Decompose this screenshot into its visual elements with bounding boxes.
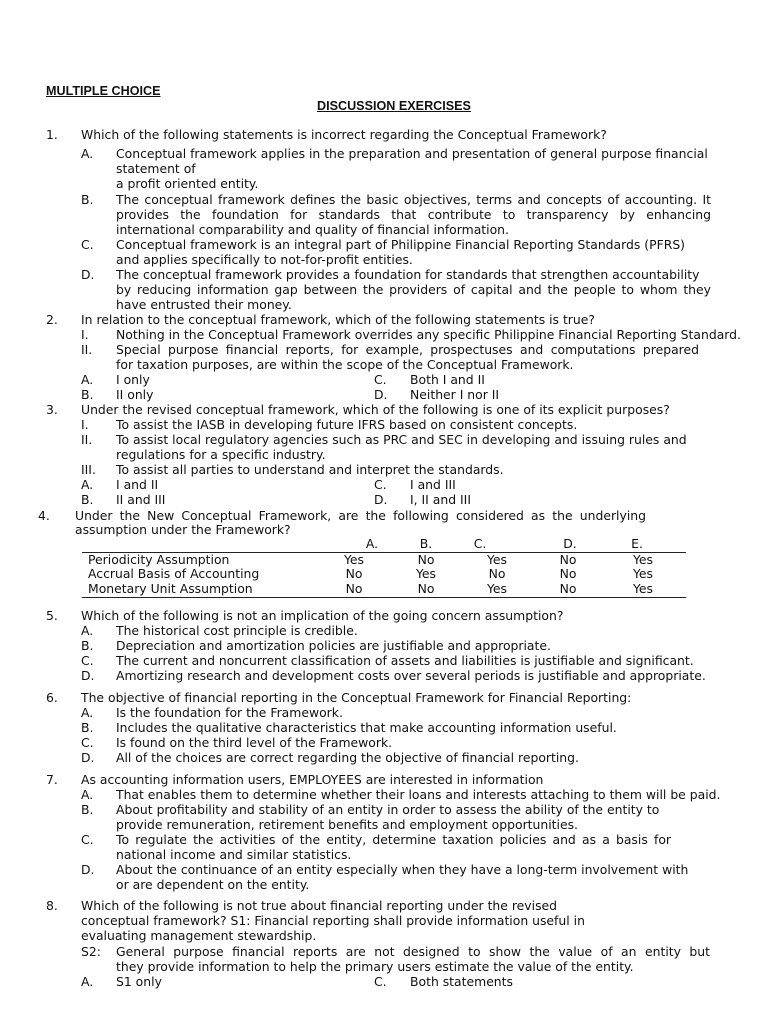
choice-letter: A.	[81, 477, 94, 492]
choice-text: national income and similar statistics.	[116, 847, 352, 862]
statement-number: I.	[81, 417, 89, 432]
choice-text: I and III	[410, 477, 456, 492]
table-cell: Yes	[486, 552, 507, 567]
table-cell: No	[559, 552, 577, 567]
choice-text: Is the foundation for the Framework.	[116, 705, 343, 720]
question-text: assumption under the Framework?	[75, 522, 291, 537]
choice-letter: C.	[81, 735, 94, 750]
choice-text: Both statements	[410, 974, 513, 989]
statement-number: I.	[81, 327, 89, 342]
choice-letter: A.	[81, 623, 94, 638]
statement-text: General purpose financial reports are not designed to show the value of an entity but	[116, 944, 710, 959]
question-number: 8.	[46, 898, 58, 913]
choice-text: Conceptual framework is an integral part of Philippine Financial Reporting Standards (PFRS)	[116, 237, 686, 252]
table-cell: Yes	[343, 552, 364, 567]
table-header-row	[82, 537, 686, 552]
choice-text: a profit oriented entity.	[116, 176, 259, 191]
question-number: 1.	[46, 127, 58, 142]
table-cell: No	[559, 581, 577, 596]
choice-letter: D.	[81, 862, 95, 877]
statement-number: III.	[81, 462, 96, 477]
table-cell: No	[559, 566, 577, 581]
column-header: B.	[408, 537, 444, 552]
question-text: Which of the following is not an implication of the going concern assumption?	[81, 608, 564, 623]
choice-text: II only	[116, 387, 154, 402]
statement-text: Special purpose financial reports, for example, prospectuses and computations prepared	[116, 342, 699, 357]
choice-letter: A.	[81, 705, 94, 720]
choice-letter: A.	[81, 787, 94, 802]
column-header: E.	[588, 537, 686, 552]
question-number: 5.	[46, 608, 58, 623]
choice-text: Neither I nor II	[410, 387, 500, 402]
choice-text: II and III	[116, 492, 166, 507]
choice-text: All of the choices are correct regarding the objective of financial reporting.	[116, 750, 579, 765]
choice-text: provides the foundation for standards that contribute to transparency by enhancing	[116, 207, 711, 222]
choice-text: Includes the qualitative characteristics that make accounting information useful.	[116, 720, 617, 735]
question-text: Which of the following is not true about financial reporting under the revised	[81, 898, 558, 913]
statement-number: II.	[81, 342, 93, 357]
table-cell: No	[417, 552, 435, 567]
choice-letter: A.	[81, 974, 94, 989]
choice-text: S1 only	[116, 974, 162, 989]
choice-text: provide remuneration, retirement benefits and employment opportunities.	[116, 817, 578, 832]
choice-text: Is found on the third level of the Framework.	[116, 735, 393, 750]
table-cell: No	[417, 581, 435, 596]
table-cell: No	[345, 566, 363, 581]
statement-text: To assist local regulatory agencies such as PRC and SEC in developing and issuing rules and	[116, 432, 687, 447]
question-text: evaluating management stewardship.	[81, 928, 317, 943]
question-text: As accounting information users, EMPLOYEES are interested in information	[81, 772, 544, 787]
table-cell: Yes	[632, 566, 653, 581]
choice-text: Both I and II	[410, 372, 485, 387]
table-cell: Yes	[415, 566, 436, 581]
choice-letter: D.	[81, 267, 95, 282]
choice-text: and applies specifically to not-for-profit entities.	[116, 252, 413, 267]
choice-letter: C.	[374, 477, 387, 492]
statement-text: for taxation purposes, are within the scope of the Conceptual Framework.	[116, 357, 574, 372]
question-text: conceptual framework? S1: Financial reporting shall provide information useful in	[81, 913, 585, 928]
question-text: In relation to the conceptual framework, which of the following statements is true?	[81, 312, 595, 327]
choice-text: That enables them to determine whether their loans and interests attaching to them will be paid.	[116, 787, 721, 802]
choice-letter: C.	[81, 832, 94, 847]
choice-letter: C.	[374, 372, 387, 387]
question-number: 2.	[46, 312, 58, 327]
choice-text: I only	[116, 372, 150, 387]
statement-text: Nothing in the Conceptual Framework overrides any specific Philippine Financial Reporting Standard.	[116, 327, 741, 342]
row-label: Periodicity Assumption	[88, 552, 230, 567]
choice-text: About the continuance of an entity especially when they have a long-term involvement with	[116, 862, 689, 877]
question-text: Which of the following statements is incorrect regarding the Conceptual Framework?	[81, 127, 607, 142]
choice-letter: A.	[81, 146, 94, 161]
choice-text: The conceptual framework defines the basic objectives, terms and concepts of accounting. It	[116, 192, 711, 207]
section-heading: MULTIPLE CHOICE	[46, 84, 161, 98]
question-text: Under the New Conceptual Framework, are the following considered as the underlying	[75, 508, 646, 523]
choice-letter: C.	[374, 974, 387, 989]
choice-text: Amortizing research and development costs over several periods is justifiable and appropriate.	[116, 668, 706, 683]
choice-text: The historical cost principle is credible.	[116, 623, 358, 638]
choice-text: international comparability and quality of financial information.	[116, 222, 509, 237]
column-header: D.	[552, 537, 588, 552]
choice-letter: B.	[81, 720, 94, 735]
choice-letter: D.	[374, 492, 388, 507]
choice-letter: C.	[81, 653, 94, 668]
table-cell: Yes	[632, 552, 653, 567]
choice-text: by reducing information gap between the providers of capital and the people to whom they	[116, 282, 711, 297]
choice-letter: D.	[81, 750, 95, 765]
table-cell: Yes	[486, 581, 507, 596]
statement-text: To assist the IASB in developing future IFRS based on consistent concepts.	[116, 417, 578, 432]
choice-text: have entrusted their money.	[116, 297, 292, 312]
question-text: The objective of financial reporting in the Conceptual Framework for Financial Reporting:	[81, 690, 632, 705]
choice-letter: D.	[81, 668, 95, 683]
choice-letter: B.	[81, 192, 94, 207]
assumption-table	[82, 537, 686, 553]
choice-text: I and II	[116, 477, 159, 492]
table-cell: Yes	[632, 581, 653, 596]
statement-text: To assist all parties to understand and interpret the standards.	[116, 462, 504, 477]
choice-text: Conceptual framework applies in the preparation and presentation of general purpose financial	[116, 146, 708, 161]
choice-letter: B.	[81, 802, 94, 817]
choice-text: Depreciation and amortization policies are justifiable and appropriate.	[116, 638, 551, 653]
question-number: 6.	[46, 690, 58, 705]
choice-text: To regulate the activities of the entity, determine taxation policies and as a basis for	[116, 832, 671, 847]
table-bottom-rule	[82, 597, 686, 598]
question-number: 4.	[38, 508, 50, 523]
page-title: DISCUSSION EXERCISES	[317, 99, 471, 113]
choice-letter: D.	[374, 387, 388, 402]
choice-text: The current and noncurrent classification of assets and liabilities is justifiable and significant.	[116, 653, 694, 668]
statement-number: S2:	[81, 944, 101, 959]
column-header: A.	[300, 537, 408, 552]
question-number: 3.	[46, 402, 58, 417]
statement-number: II.	[81, 432, 93, 447]
row-label: Accrual Basis of Accounting	[88, 566, 260, 581]
choice-text: I, II and III	[410, 492, 471, 507]
statement-text: they provide information to help the primary users estimate the value of the entity.	[116, 959, 634, 974]
question-text: Under the revised conceptual framework, which of the following is one of its explicit purposes?	[81, 402, 670, 417]
column-header: C.	[444, 537, 552, 552]
choice-letter: B.	[81, 387, 94, 402]
choice-text: or are dependent on the entity.	[116, 877, 310, 892]
question-number: 7.	[46, 772, 58, 787]
choice-text: The conceptual framework provides a foundation for standards that strengthen accountability	[116, 267, 700, 282]
choice-letter: B.	[81, 492, 94, 507]
table-cell: No	[345, 581, 363, 596]
choice-letter: A.	[81, 372, 94, 387]
statement-text: regulations for a specific industry.	[116, 447, 326, 462]
table-cell: No	[488, 566, 506, 581]
choice-letter: C.	[81, 237, 94, 252]
choice-text: statement of	[116, 161, 196, 176]
choice-letter: B.	[81, 638, 94, 653]
row-label: Monetary Unit Assumption	[88, 581, 253, 596]
choice-text: About profitability and stability of an entity in order to assess the ability of the entity to	[116, 802, 660, 817]
